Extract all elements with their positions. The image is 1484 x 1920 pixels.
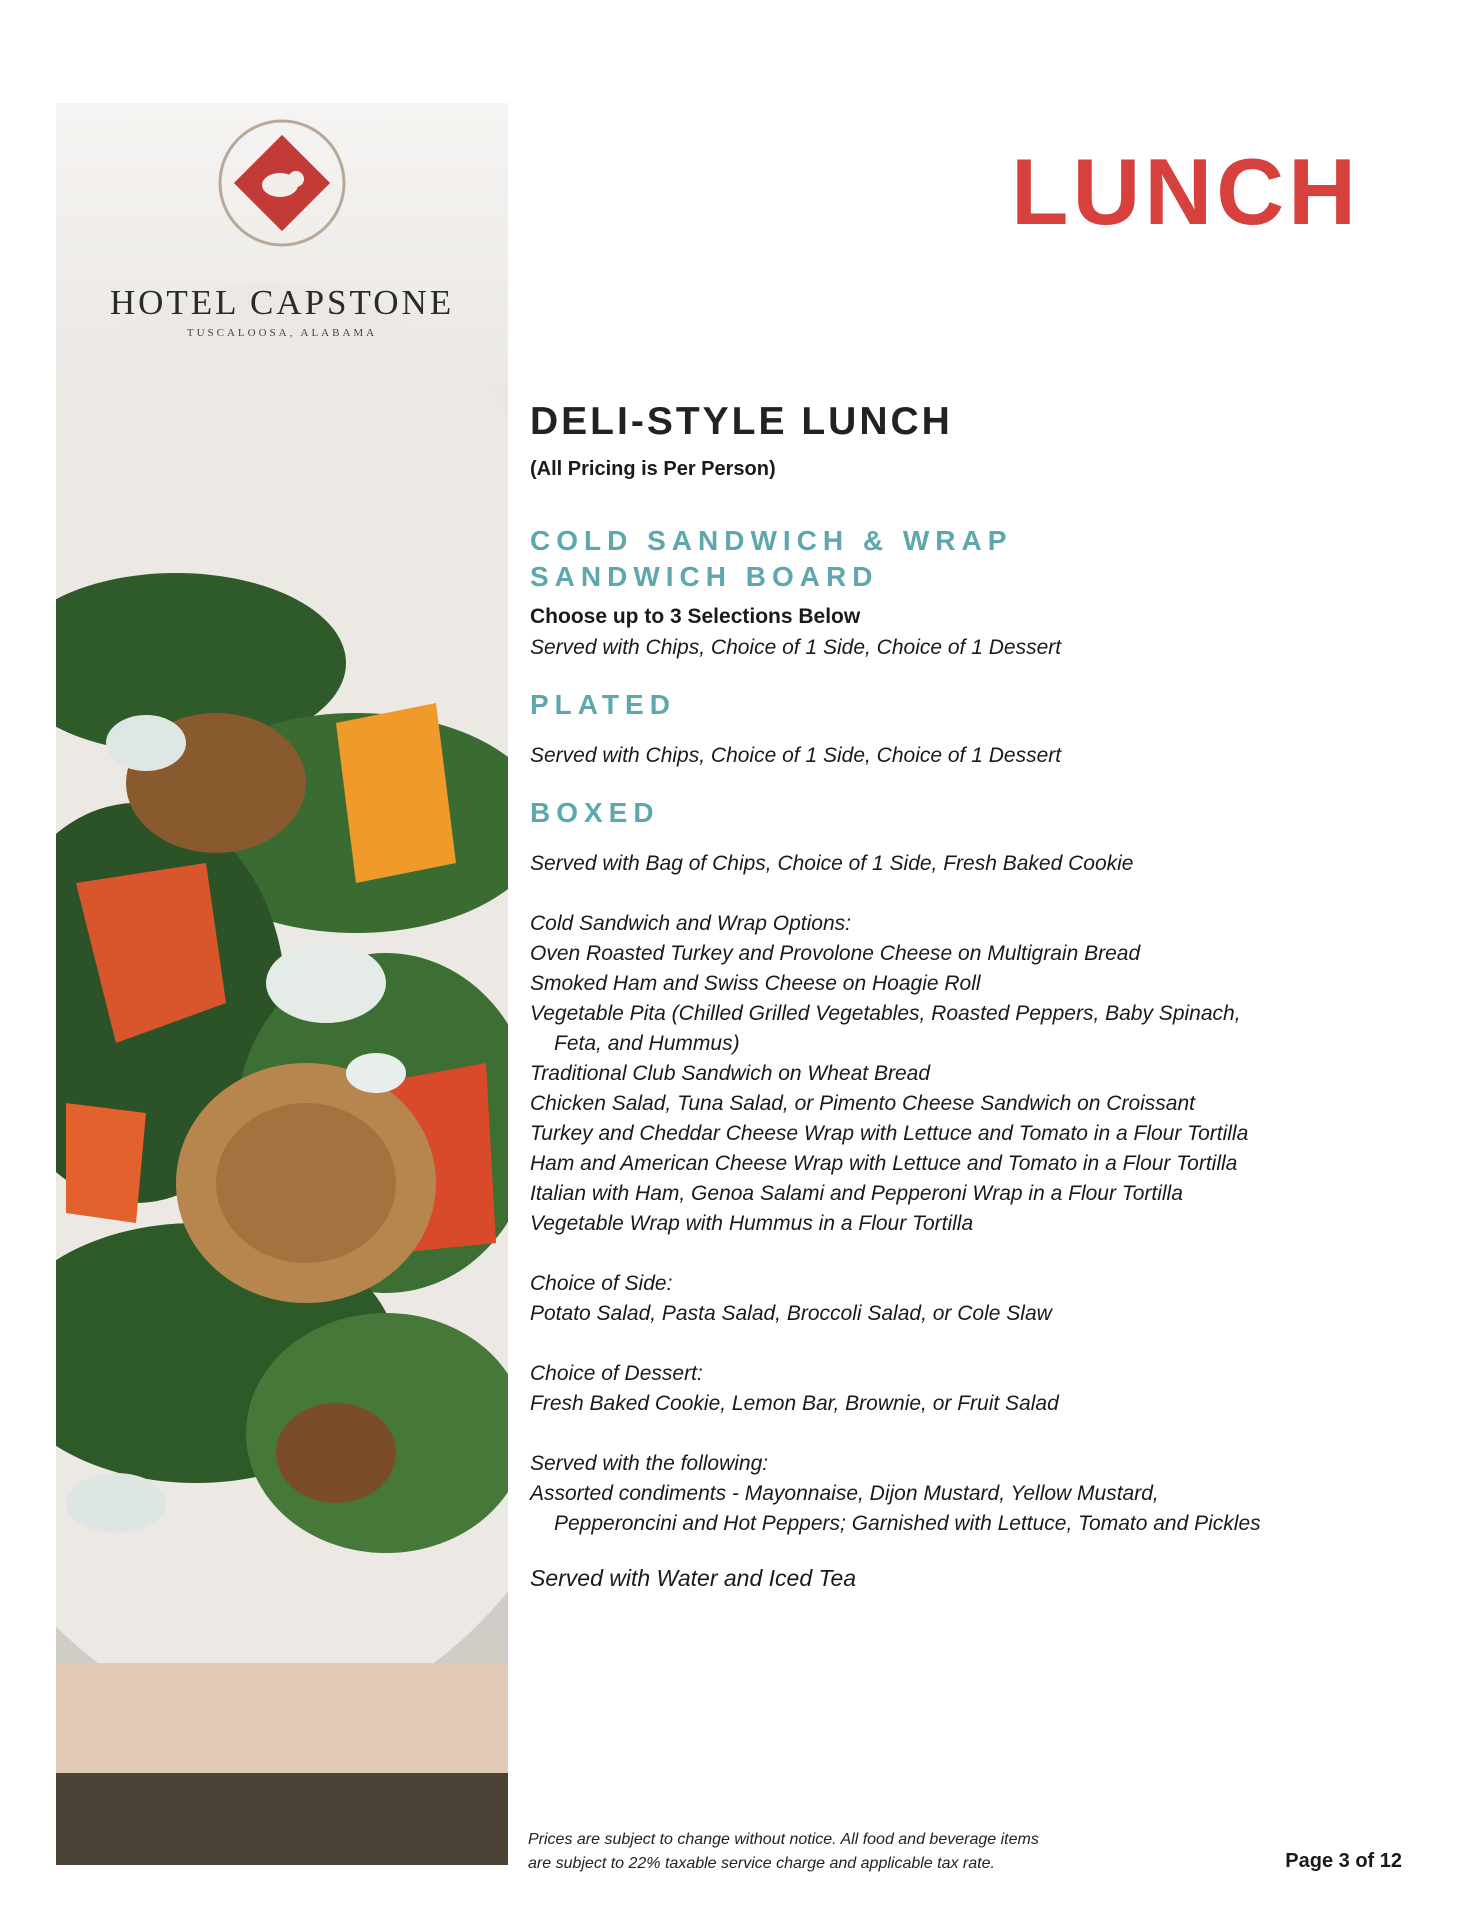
footer-disclaimer — [528, 1828, 1168, 1876]
dessert-text: Fresh Baked Cookie, Lemon Bar, Brownie, or Fruit Salad — [530, 1392, 1059, 1415]
served-following-label: Served with the following: — [530, 1452, 769, 1475]
served-following — [530, 1449, 1370, 1539]
list-item: Italian with Ham, Genoa Salami and Pepperoni Wrap in a Flour Tortilla — [530, 1182, 1183, 1205]
menu-content — [530, 400, 1370, 1593]
footer-line2: are subject to 22% taxable service charge and applicable tax rate. — [528, 1855, 995, 1872]
page-number: Page 3 of 12 — [1285, 1850, 1402, 1872]
cold-board-served: Served with Chips, Choice of 1 Side, Choice of 1 Dessert — [530, 636, 1062, 659]
side-label: Choice of Side: — [530, 1272, 673, 1295]
options-label: Cold Sandwich and Wrap Options: — [530, 912, 851, 935]
section-title: DELI-STYLE LUNCH — [530, 400, 953, 443]
drinks-note: Served with Water and Iced Tea — [530, 1565, 857, 1591]
sandwich-options-list — [530, 909, 1370, 1239]
cold-board-heading-line1: COLD SANDWICH & WRAP — [530, 525, 1013, 556]
served-following-line2: Pepperoncini and Hot Peppers; Garnished with Lettuce, Tomato and Pickles — [554, 1512, 1261, 1535]
plated-heading: PLATED — [530, 689, 676, 720]
cold-board-choose: Choose up to 3 Selections Below — [530, 605, 861, 628]
dessert-label: Choice of Dessert: — [530, 1362, 703, 1385]
footer-line1: Prices are subject to change without notice. All food and beverage items — [528, 1831, 1039, 1848]
list-item: Traditional Club Sandwich on Wheat Bread — [530, 1062, 930, 1085]
hotel-location: TUSCALOOSA, ALABAMA — [186, 327, 378, 339]
list-item: Smoked Ham and Swiss Cheese on Hoagie Roll — [530, 972, 981, 995]
list-item: Turkey and Cheddar Cheese Wrap with Lettuce and Tomato in a Flour Tortilla — [530, 1122, 1249, 1145]
hotel-logo — [56, 123, 508, 339]
list-item: Vegetable Pita (Chilled Grilled Vegetables, Roasted Peppers, Baby Spinach, — [530, 1002, 1241, 1025]
side-text: Potato Salad, Pasta Salad, Broccoli Salad, or Cole Slaw — [530, 1302, 1052, 1325]
pricing-note: (All Pricing is Per Person) — [530, 458, 776, 480]
list-item: Feta, and Hummus) — [554, 1032, 740, 1055]
plated-served: Served with Chips, Choice of 1 Side, Choice of 1 Dessert — [530, 744, 1062, 767]
cold-board-heading-line2: SANDWICH BOARD — [530, 561, 879, 592]
list-item: Ham and American Cheese Wrap with Lettuce and Tomato in a Flour Tortilla — [530, 1152, 1238, 1175]
list-item: Chicken Salad, Tuna Salad, or Pimento Cheese Sandwich on Croissant — [530, 1092, 1195, 1115]
salad-photo-band — [56, 103, 508, 1865]
hotel-name: HOTEL CAPSTONE — [109, 283, 455, 322]
salad-photo-illustration — [56, 103, 508, 1865]
list-item: Vegetable Wrap with Hummus in a Flour Tortilla — [530, 1212, 974, 1235]
list-item: Oven Roasted Turkey and Provolone Cheese on Multigrain Bread — [530, 942, 1141, 965]
boxed-heading: BOXED — [530, 797, 660, 828]
served-following-line1: Assorted condiments - Mayonnaise, Dijon Mustard, Yellow Mustard, — [530, 1482, 1159, 1505]
boxed-served: Served with Bag of Chips, Choice of 1 Side, Fresh Baked Cookie — [530, 852, 1134, 875]
page-title: LUNCH — [1011, 139, 1360, 244]
